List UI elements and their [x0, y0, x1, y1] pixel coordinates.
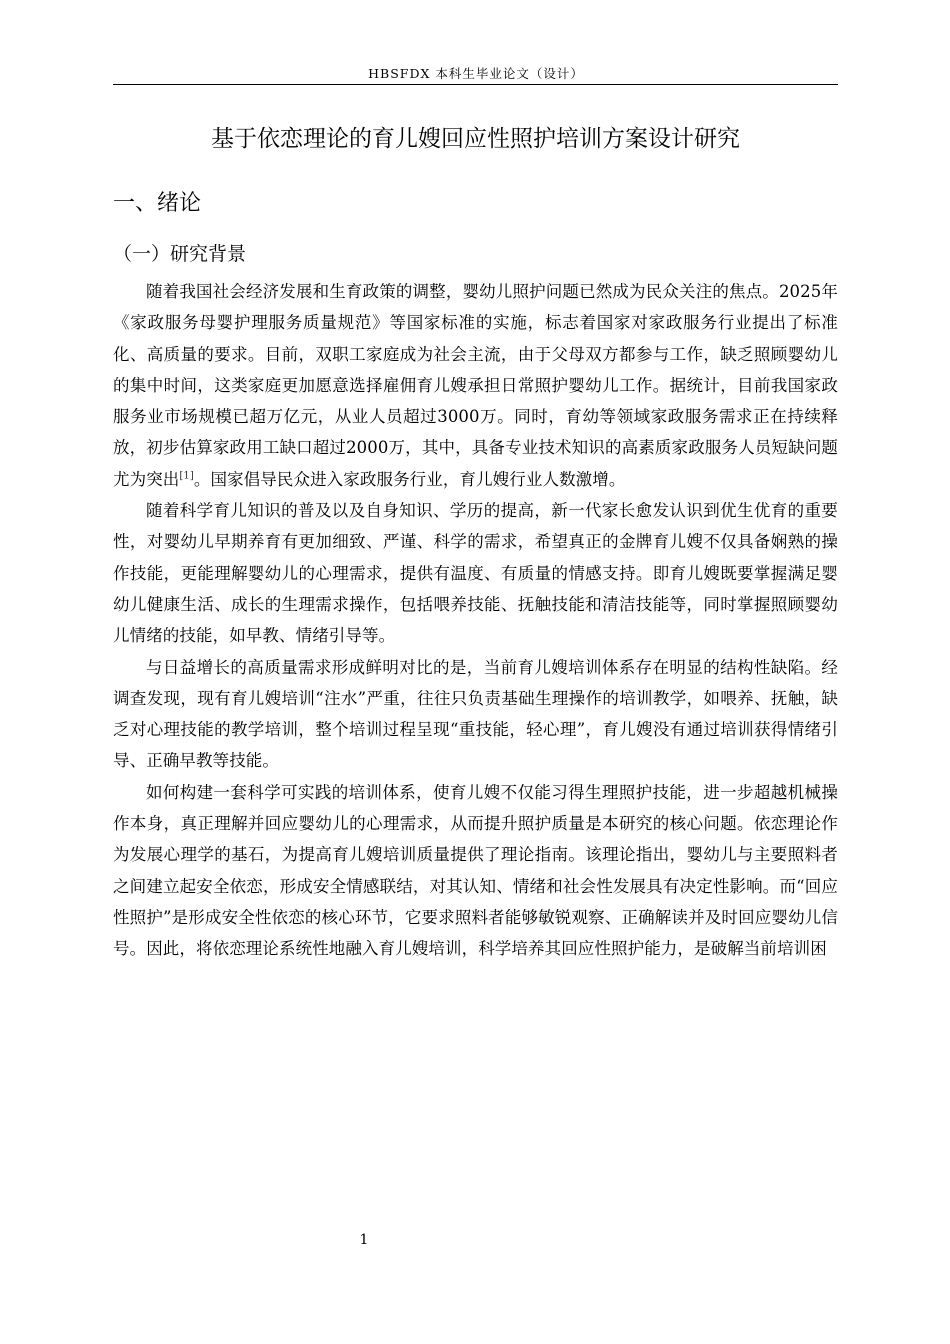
running-header: HBSFDX 本科生毕业论文（设计）	[368, 66, 584, 81]
page-number: 1	[359, 1232, 369, 1248]
paragraph-2: 随着科学育儿知识的普及以及自身知识、学历的提高，新一代家长愈发认识到优生优育的重要性，对婴幼儿早期养育有更加细致、严谨、科学的需求，希望真正的金牌育儿嫂不仅具备娴熟的操作技能，更能理解婴幼儿的心理需求，提供有温度、有质量的情感支持。即育儿嫂既要掌握满足婴幼儿健康生活、成长的生理需求操作，包括喂养技能、抚触技能和清洁技能等，同时掌握照顾婴幼儿情绪的技能，如早教、情绪引导等。	[113, 501, 838, 646]
paragraph-1	[113, 276, 838, 495]
document-title: 基于依恋理论的育儿嫂回应性照护培训方案设计研究	[211, 126, 740, 152]
paragraph-1-text: 随着我国社会经济发展和生育政策的调整，婴幼儿照护问题已然成为民众关注的焦点。2025年《家政服务母婴护理服务质量规范》等国家标准的实施，标志着国家对家政服务行业提出了标准化、高质量的要求。目前，双职工家庭成为社会主流，由于父母双方都参与工作，缺乏照顾婴幼儿的集中时间，这类家庭更加愿意选择雇佣育儿嫂承担日常照护婴幼儿工作。据统计，目前我国家政服务业市场规模已超万亿元，从业人员超过3000万。同时，育幼等领域家政服务需求正在持续释放，初步估算家政用工缺口超过2000万，其中，具备专业技术知识的高素质家政服务人员短缺问题尤为突出	[113, 282, 838, 489]
header-rule	[113, 84, 838, 85]
subsection-heading: （一）研究背景	[113, 243, 247, 265]
paragraph-4: 如何构建一套科学可实践的培训体系，使育儿嫂不仅能习得生理照护技能，进一步超越机械操作本身，真正理解并回应婴幼儿的心理需求，从而提升照护质量是本研究的核心问题。依恋理论作为发展心理学的基石，为提高育儿嫂培训质量提供了理论指南。该理论指出，婴幼儿与主要照料者之间建立起安全依恋，形成安全情感联结，对其认知、情绪和社会性发展具有决定性影响。而“回应性照护”是形成安全性依恋的核心环节，它要求照料者能够敏锐观察、正确解读并及时回应婴幼儿信号。因此，将依恋理论系统性地融入育儿嫂培训，科学培养其回应性照护能力，是破解当前培训困	[113, 782, 838, 959]
paragraph-1-tail: 。国家倡导民众进入家政服务行业，育儿嫂行业人数激增。	[193, 469, 626, 489]
body-text	[113, 276, 838, 965]
paragraph-3: 与日益增长的高质量需求形成鲜明对比的是，当前育儿嫂培训体系存在明显的结构性缺陷。经调查发现，现有育儿嫂培训“注水”严重，往往只负责基础生理操作的培训教学，如喂养、抚触，缺乏对心理技能的教学培训，整个培训过程呈现“重技能，轻心理”，育儿嫂没有通过培训获得情绪引导、正确早教等技能。	[113, 657, 838, 771]
section-heading: 一、绪论	[113, 191, 202, 216]
citation-marker: [1]	[179, 470, 194, 482]
